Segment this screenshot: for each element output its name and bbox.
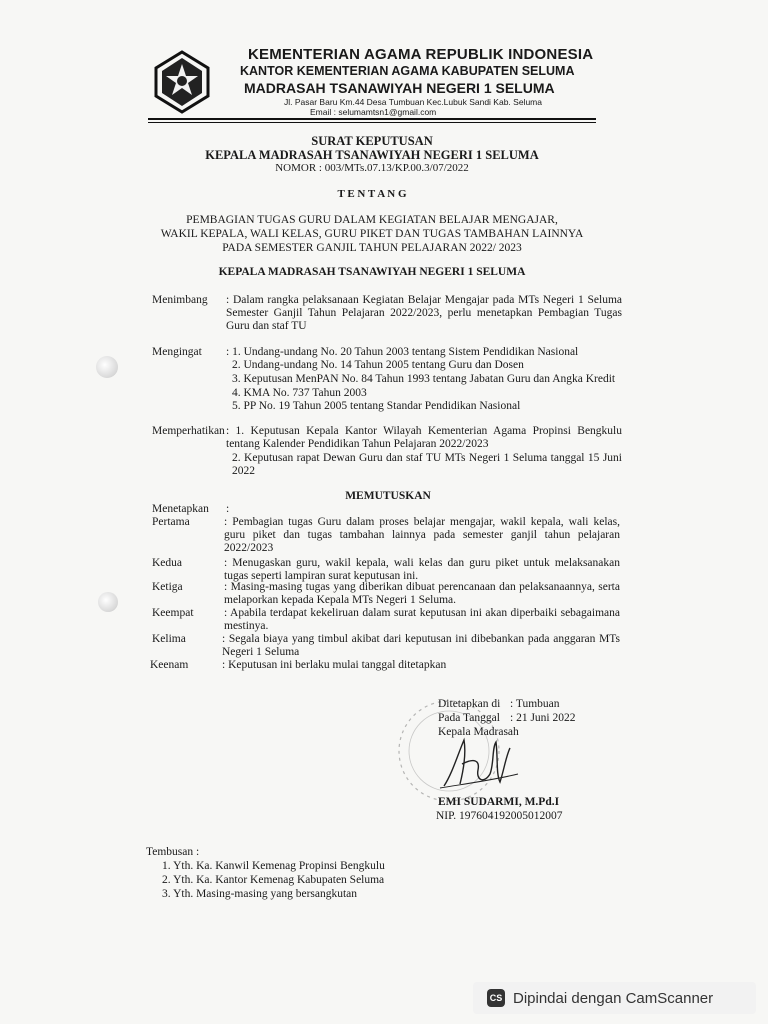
punch-hole xyxy=(96,356,118,378)
doc-number: NOMOR : 003/MTs.07.13/KP.00.3/07/2022 xyxy=(275,162,469,174)
sign-position: Kepala Madrasah xyxy=(438,726,519,738)
camscanner-badge xyxy=(473,982,756,1014)
issuer-heading: KEPALA MADRASAH TSANAWIYAH NEGERI 1 SELUMA xyxy=(218,266,526,278)
memperhatikan-label: Memperhatikan xyxy=(152,425,225,437)
memperhatikan-item: 2. Keputusan rapat Dewan Guru dan staf TU MTs Negeri 1 Seluma tanggal 15 Juni 2022 xyxy=(232,452,622,477)
doc-type: SURAT KEPUTUSAN xyxy=(311,134,433,148)
sign-place-label: Ditetapkan di xyxy=(438,698,501,710)
menimbang-label: Menimbang xyxy=(152,294,208,306)
memutuskan-heading: MEMUTUSKAN xyxy=(345,490,431,502)
decision-text: : Keputusan ini berlaku mulai tanggal ditetapkan xyxy=(222,659,447,671)
tembusan-item: 1. Yth. Ka. Kanwil Kemenag Propinsi Bengkulu xyxy=(162,860,385,872)
decision-label: Ketiga xyxy=(152,581,183,593)
tembusan-label: Tembusan : xyxy=(146,846,200,858)
subject-line-1: PEMBAGIAN TUGAS GURU DALAM KEGIATAN BELAJAR MENGAJAR, xyxy=(186,214,558,226)
mengingat-item: 5. PP No. 19 Tahun 2005 tentang Standar Pendidikan Nasional xyxy=(232,400,521,412)
sign-place-value: : Tumbuan xyxy=(510,698,560,710)
subject-line-2: WAKIL KEPALA, WALI KELAS, GURU PIKET DAN TUGAS TAMBAHAN LAINNYA xyxy=(160,228,584,240)
sign-date-label: Pada Tanggal xyxy=(438,712,500,724)
camscanner-text: Dipindai dengan CamScanner xyxy=(513,989,714,1007)
header-rule-thick xyxy=(148,118,596,120)
decision-label: Menetapkan xyxy=(152,503,209,515)
decision-text: : Masing-masing tugas yang diberikan dibuat perencanaan dan pelaksanaannya, serta melaporkan kepada Kepala MTs Negeri 1 Seluma. xyxy=(224,581,620,606)
decision-text: : Segala biaya yang timbul akibat dari keputusan ini dibebankan pada anggaran MTs Negeri 1 Seluma xyxy=(222,633,620,658)
header-address: Jl. Pasar Baru Km.44 Desa Tumbuan Kec.Lubuk Sandi Kab. Seluma xyxy=(284,97,542,107)
tentang-heading: T E N T A N G xyxy=(337,188,407,200)
camscanner-icon: CS xyxy=(487,989,505,1007)
punch-hole xyxy=(98,592,118,612)
sign-date-value: : 21 Juni 2022 xyxy=(510,712,576,724)
memperhatikan-item: : 1. Keputusan Kepala Kantor Wilayah Kementerian Agama Propinsi Bengkulu tentang Kalender Pendidikan Tahun Pelajaran 2022/2023 xyxy=(226,425,622,450)
header-email: Email : selumamtsn1@gmail.com xyxy=(310,107,437,117)
decision-label: Keempat xyxy=(152,607,194,619)
mengingat-label: Mengingat xyxy=(152,346,202,358)
header-office: KANTOR KEMENTERIAN AGAMA KABUPATEN SELUMA xyxy=(240,64,575,78)
sign-name: EMI SUDARMI, M.Pd.I xyxy=(438,796,560,808)
mengingat-item: 3. Keputusan MenPAN No. 84 Tahun 1993 tentang Jabatan Guru dan Angka Kredit xyxy=(232,373,616,385)
decision-text: : xyxy=(226,503,230,515)
mengingat-item: : 1. Undang-undang No. 20 Tahun 2003 tentang Sistem Pendidikan Nasional xyxy=(226,346,579,358)
decision-text: : Pembagian tugas Guru dalam proses belajar mengajar, wakil kepala, wali kelas, guru piket dan tugas tambahan lainnya pada semester ganjil tahun pelajaran 2022/2023 xyxy=(224,516,620,554)
decision-label: Kedua xyxy=(152,557,183,569)
header-school: MADRASAH TSANAWIYAH NEGERI 1 SELUMA xyxy=(244,80,555,96)
decision-label: Kelima xyxy=(152,633,186,645)
tembusan-item: 2. Yth. Ka. Kantor Kemenag Kabupaten Seluma xyxy=(162,874,385,886)
mengingat-item: 4. KMA No. 737 Tahun 2003 xyxy=(232,387,367,399)
decision-label: Pertama xyxy=(152,516,190,528)
header-rule-thin xyxy=(148,122,596,123)
tembusan-item: 3. Yth. Masing-masing yang bersangkutan xyxy=(162,888,358,900)
subject-line-3: PADA SEMESTER GANJIL TAHUN PELAJARAN 2022/ 2023 xyxy=(222,242,522,254)
decision-text: : Apabila terdapat kekeliruan dalam surat keputusan ini akan diperbaiki sebagaimana mestinya. xyxy=(224,607,620,632)
sign-nip: NIP. 197604192005012007 xyxy=(436,810,563,822)
kemenag-logo xyxy=(150,50,214,114)
doc-issuer: KEPALA MADRASAH TSANAWIYAH NEGERI 1 SELUMA xyxy=(205,148,539,162)
header-ministry: KEMENTERIAN AGAMA REPUBLIK INDONESIA xyxy=(248,46,594,63)
menimbang-text: : Dalam rangka pelaksanaan Kegiatan Belajar Mengajar pada MTs Negeri 1 Seluma Semester Ganjil Tahun Pelajaran 2022/2023, perlu menetapkan Pembagian Tugas Guru dan staf TU xyxy=(226,294,622,332)
decision-label: Keenam xyxy=(150,659,189,671)
handwritten-signature xyxy=(434,734,524,794)
mengingat-item: 2. Undang-undang No. 14 Tahun 2005 tentang Guru dan Dosen xyxy=(232,359,524,371)
decision-text: : Menugaskan guru, wakil kepala, wali kelas dan guru piket untuk melaksanakan tugas seperti lampiran surat keputusan ini. xyxy=(224,557,620,582)
